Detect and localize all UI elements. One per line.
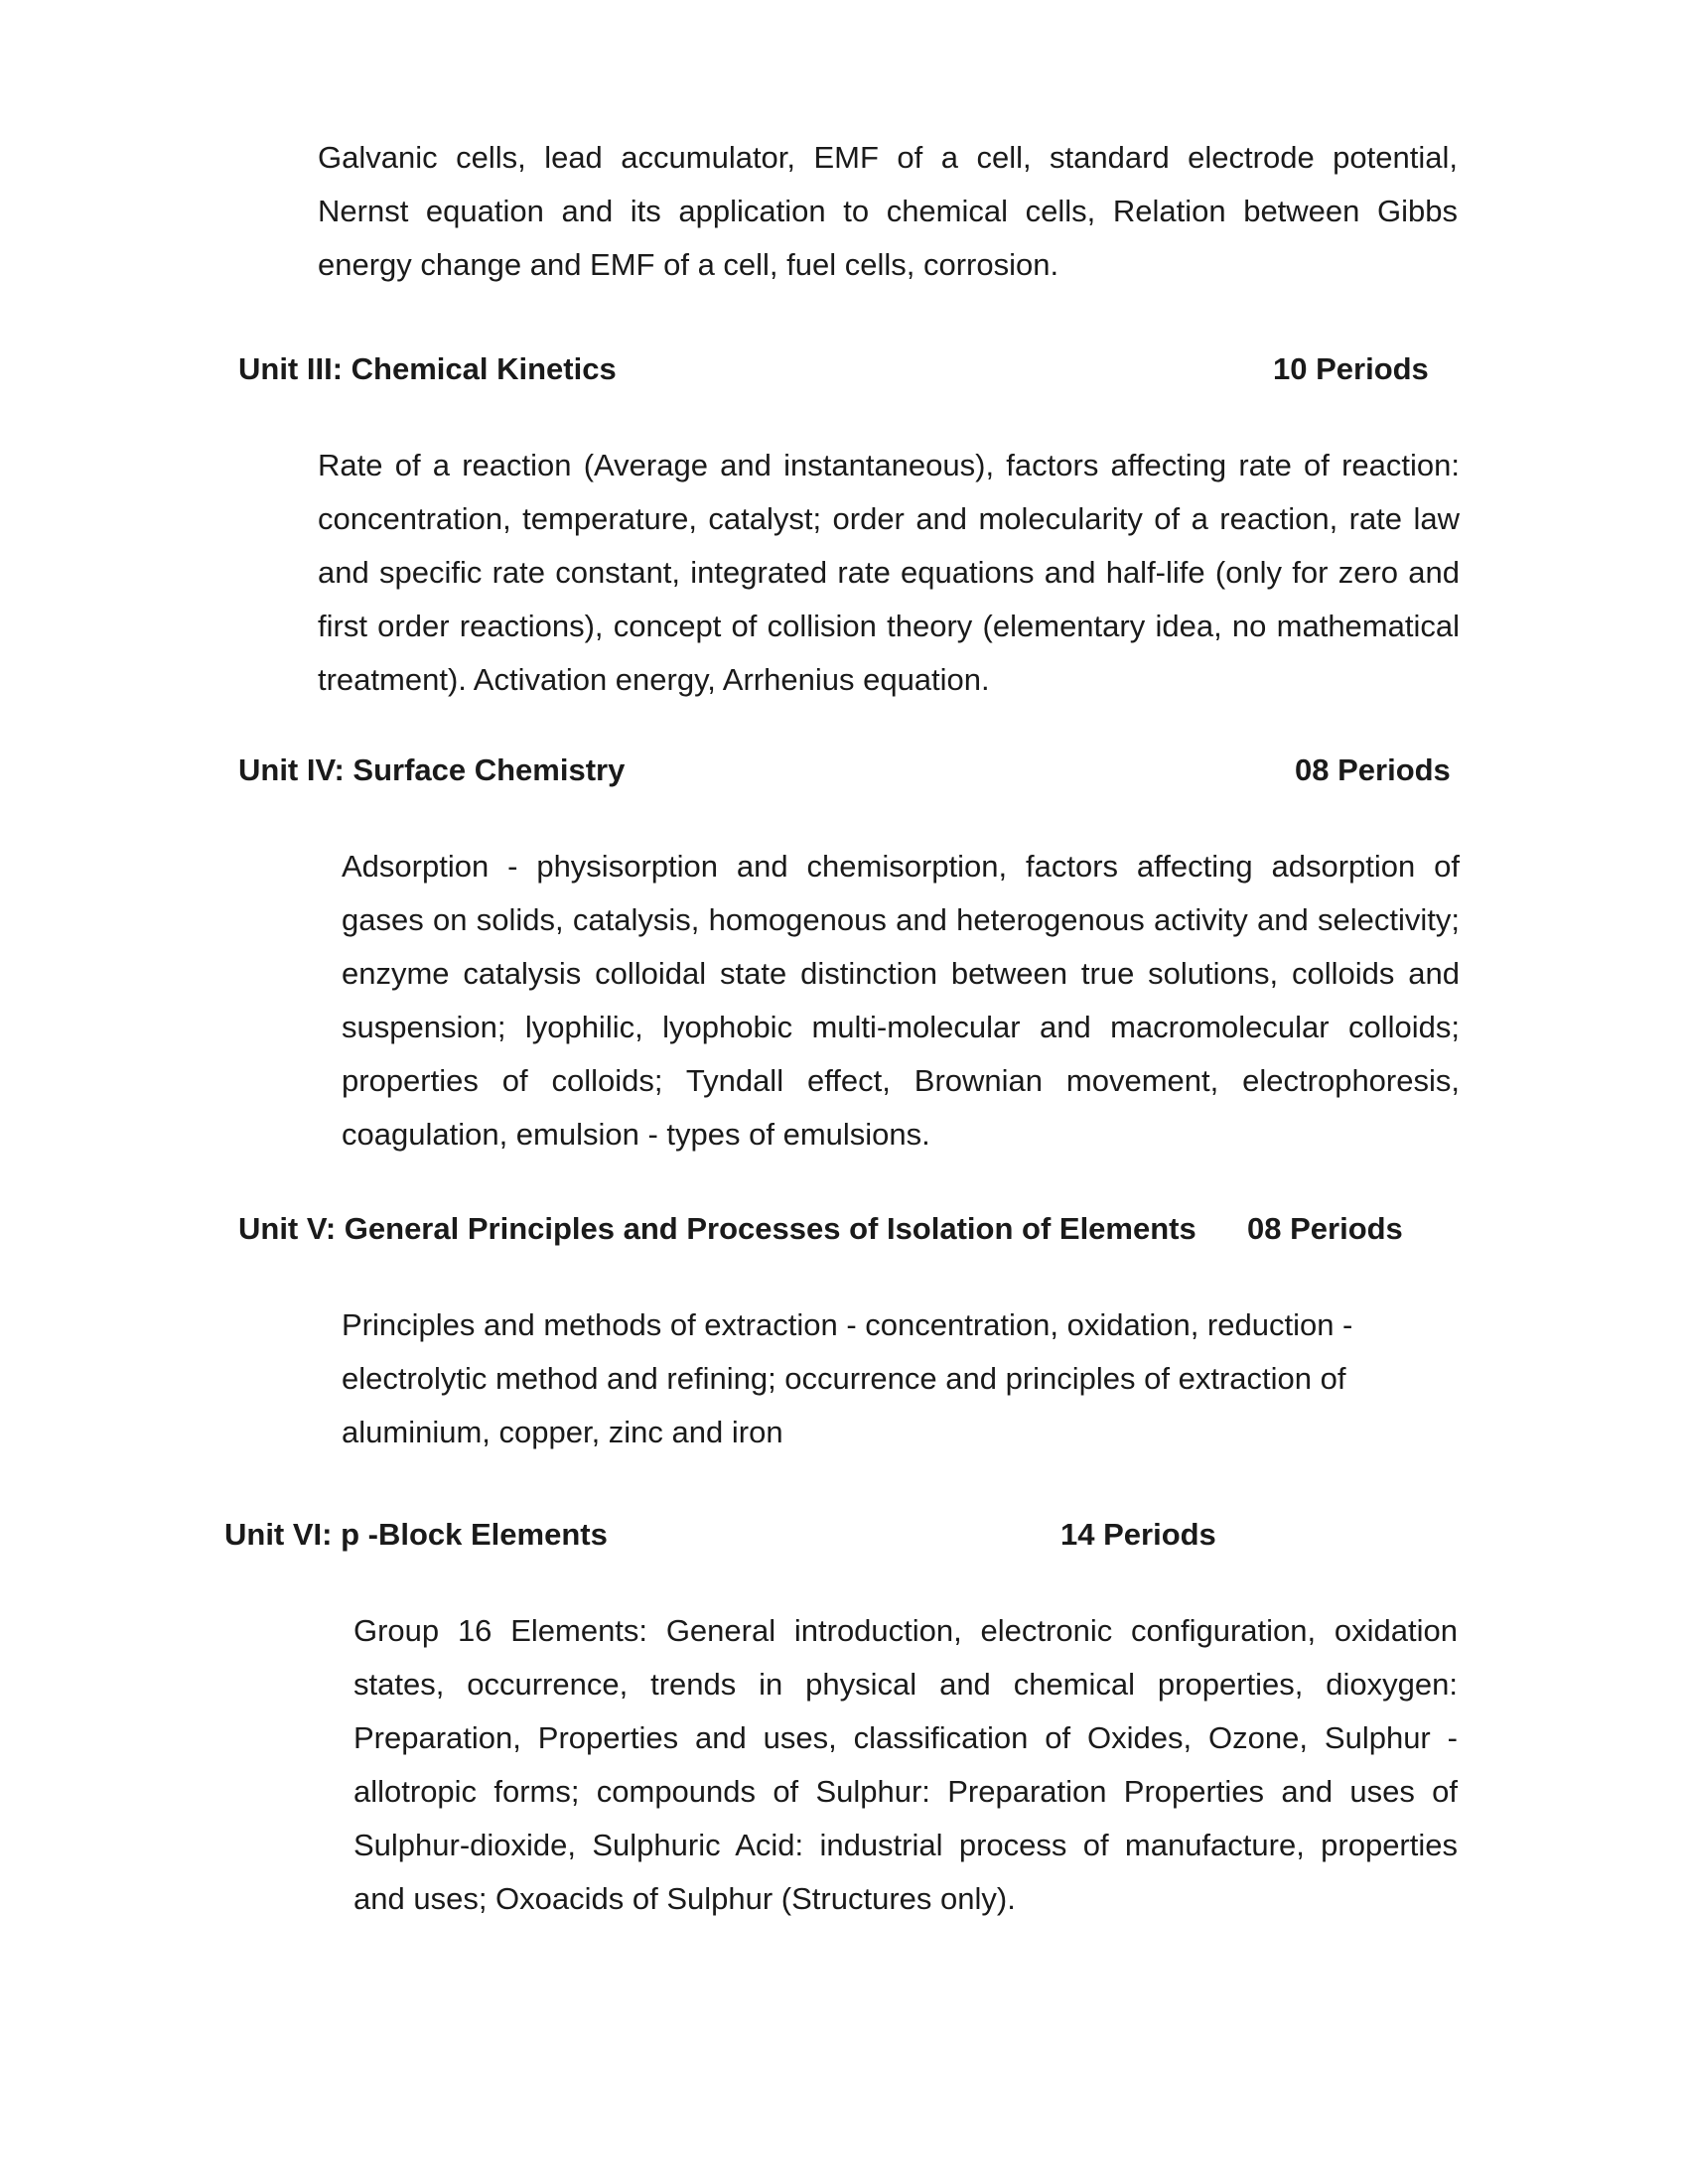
- unit-6-periods: 14 Periods: [1060, 1517, 1216, 1552]
- unit-3-title: Unit III: Chemical Kinetics: [238, 351, 617, 386]
- unit-4-periods: 08 Periods: [1295, 752, 1451, 787]
- unit-4-title: Unit IV: Surface Chemistry: [238, 752, 626, 787]
- unit-5-periods: 08 Periods: [1247, 1211, 1403, 1246]
- unit-6-body: Group 16 Elements: General introduction, electronic configuration, oxidation states, occurrence, trends in physical and chemical properties, dioxygen: Preparation, Properties and uses, classification of Oxides, Ozone, Sulphur - allotropic forms; compounds of Sulphur: Preparation Properties and uses of Sulphur-dioxide, Sulphuric Acid: industrial process of manufacture, properties and uses; Oxoacids of Sulphur (Structures only).: [353, 1613, 1458, 1916]
- unit-6-heading: [224, 1515, 608, 1555]
- unit-4-heading: [238, 751, 625, 790]
- unit-5-body: Principles and methods of extraction - concentration, oxidation, reduction - electrolytic method and refining; occurrence and principles of extraction of aluminium, copper, zinc and iron: [342, 1307, 1353, 1449]
- unit-5-title: Unit V: General Principles and Processes of Isolation of Elements: [238, 1211, 1196, 1246]
- unit-5-heading: [238, 1209, 1196, 1249]
- unit-4-body: Adsorption - physisorption and chemisorption, factors affecting adsorption of gases on solids, catalysis, homogenous and heterogenous activity and selectivity; enzyme catalysis colloidal state distinction between true solutions, colloids and suspension; lyophilic, lyophobic multi-molecular and macromolecular colloids; properties of colloids; Tyndall effect, Brownian movement, electrophoresis, coagulation, emulsion - types of emulsions.: [342, 849, 1460, 1152]
- unit-3-heading: [238, 349, 617, 389]
- unit-3-body: Rate of a reaction (Average and instantaneous), factors affecting rate of reaction: concentration, temperature, catalyst; order and molecularity of a reaction, rate law and specific rate constant, integrated rate equations and half-life (only for zero and first order reactions), concept of collision theory (elementary idea, no mathematical treatment). Activation energy, Arrhenius equation.: [318, 448, 1460, 697]
- intro-paragraph: Galvanic cells, lead accumulator, EMF of a cell, standard electrode potential, Nernst equation and its application to chemical cells, Relation between Gibbs energy change and EMF of a cell, fuel cells, corrosion.: [318, 140, 1458, 282]
- unit-6-title: Unit VI: p -Block Elements: [224, 1517, 608, 1552]
- unit-3-periods: 10 Periods: [1273, 351, 1429, 386]
